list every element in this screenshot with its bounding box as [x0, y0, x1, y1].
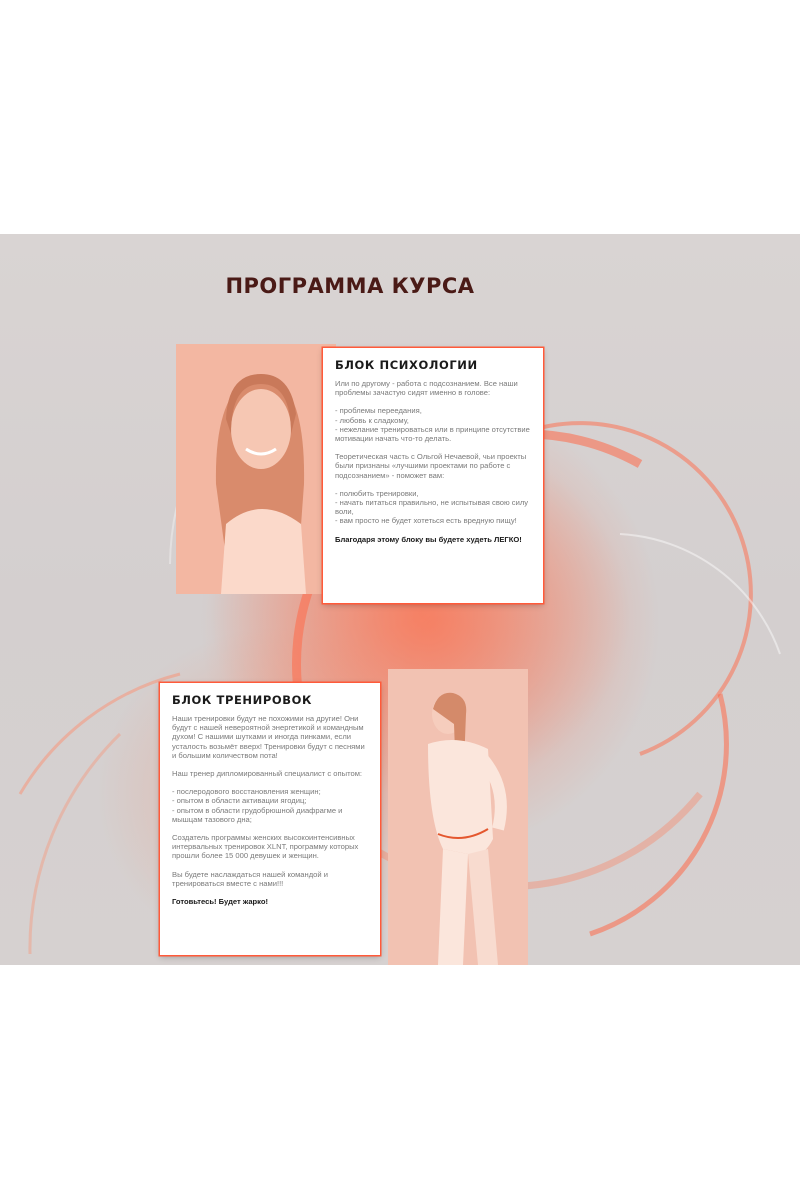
problem-item: - проблемы переедания,: [335, 406, 422, 416]
benefit-item: - начать питаться правильно, не испытывая свою силу воли,: [335, 498, 529, 517]
benefit-item: - полюбить тренировки,: [335, 488, 419, 498]
psychology-block-heading: БЛОК ПСИХОЛОГИИ: [335, 358, 478, 372]
experience-item: - опытом в области грудобрюшной диафрагме и мышцам тазового дна;: [172, 805, 343, 824]
psychology-intro: Или по другому - работа с подсознанием. Все наши проблемы зачастую сидят именно в голове:: [335, 379, 518, 398]
psychology-conclusion: Благодаря этому блоку вы будете худеть ЛЕГКО!: [335, 534, 522, 544]
experience-item: - опытом в области активации ягодиц;: [172, 796, 307, 806]
training-block-heading: БЛОК ТРЕНИРОВОК: [172, 693, 313, 707]
experience-item: - послеродового восстановления женщин;: [172, 787, 321, 797]
psychology-block-card: [323, 348, 543, 603]
training-trainer: Наш тренер дипломированный специалист с опытом:: [172, 769, 363, 779]
course-program-section: [0, 234, 800, 965]
training-intro: Наши тренировки будут не похожими на другие! Они будут с нашей невероятной энергетикой и командным духом! С нашими шутками и иногда пинками, если усталость возьмёт вверх! Тренировки будут с песнями и большим количеством пота!: [172, 714, 365, 760]
training-experience-list: [172, 787, 368, 824]
training-together: Вы будете наслаждаться нашей командой и тренироваться вместе с нами!!!: [172, 869, 328, 888]
training-block-card: [160, 683, 380, 955]
problem-item: - нежелание тренироваться или в принципе отсутствие мотивации начать что-то делать.: [335, 424, 530, 444]
training-creator: Создатель программы женских высокоинтенсивных интервальных тренировок XLNT, программу которых прошли более 15 000 девушек и женщин.: [172, 833, 359, 861]
benefit-item: - вам просто не будет хотеться есть вредную пищу!: [335, 516, 517, 526]
training-conclusion: Готовьтесь! Будет жарко!: [172, 897, 269, 907]
psychology-benefits-list: [335, 489, 531, 526]
section-title: ПРОГРАММА КУРСА: [225, 274, 475, 298]
trainer-photo: [388, 669, 528, 965]
psychologist-photo: [176, 344, 336, 594]
psychology-theory: Теоретическая часть с Ольгой Нечаевой, чьи проекты были признаны «лучшими проектами по работе с подсознанием» - поможет вам:: [335, 452, 527, 480]
psychology-problems-list: [335, 406, 531, 443]
problem-item: - любовь к сладкому,: [335, 415, 409, 425]
